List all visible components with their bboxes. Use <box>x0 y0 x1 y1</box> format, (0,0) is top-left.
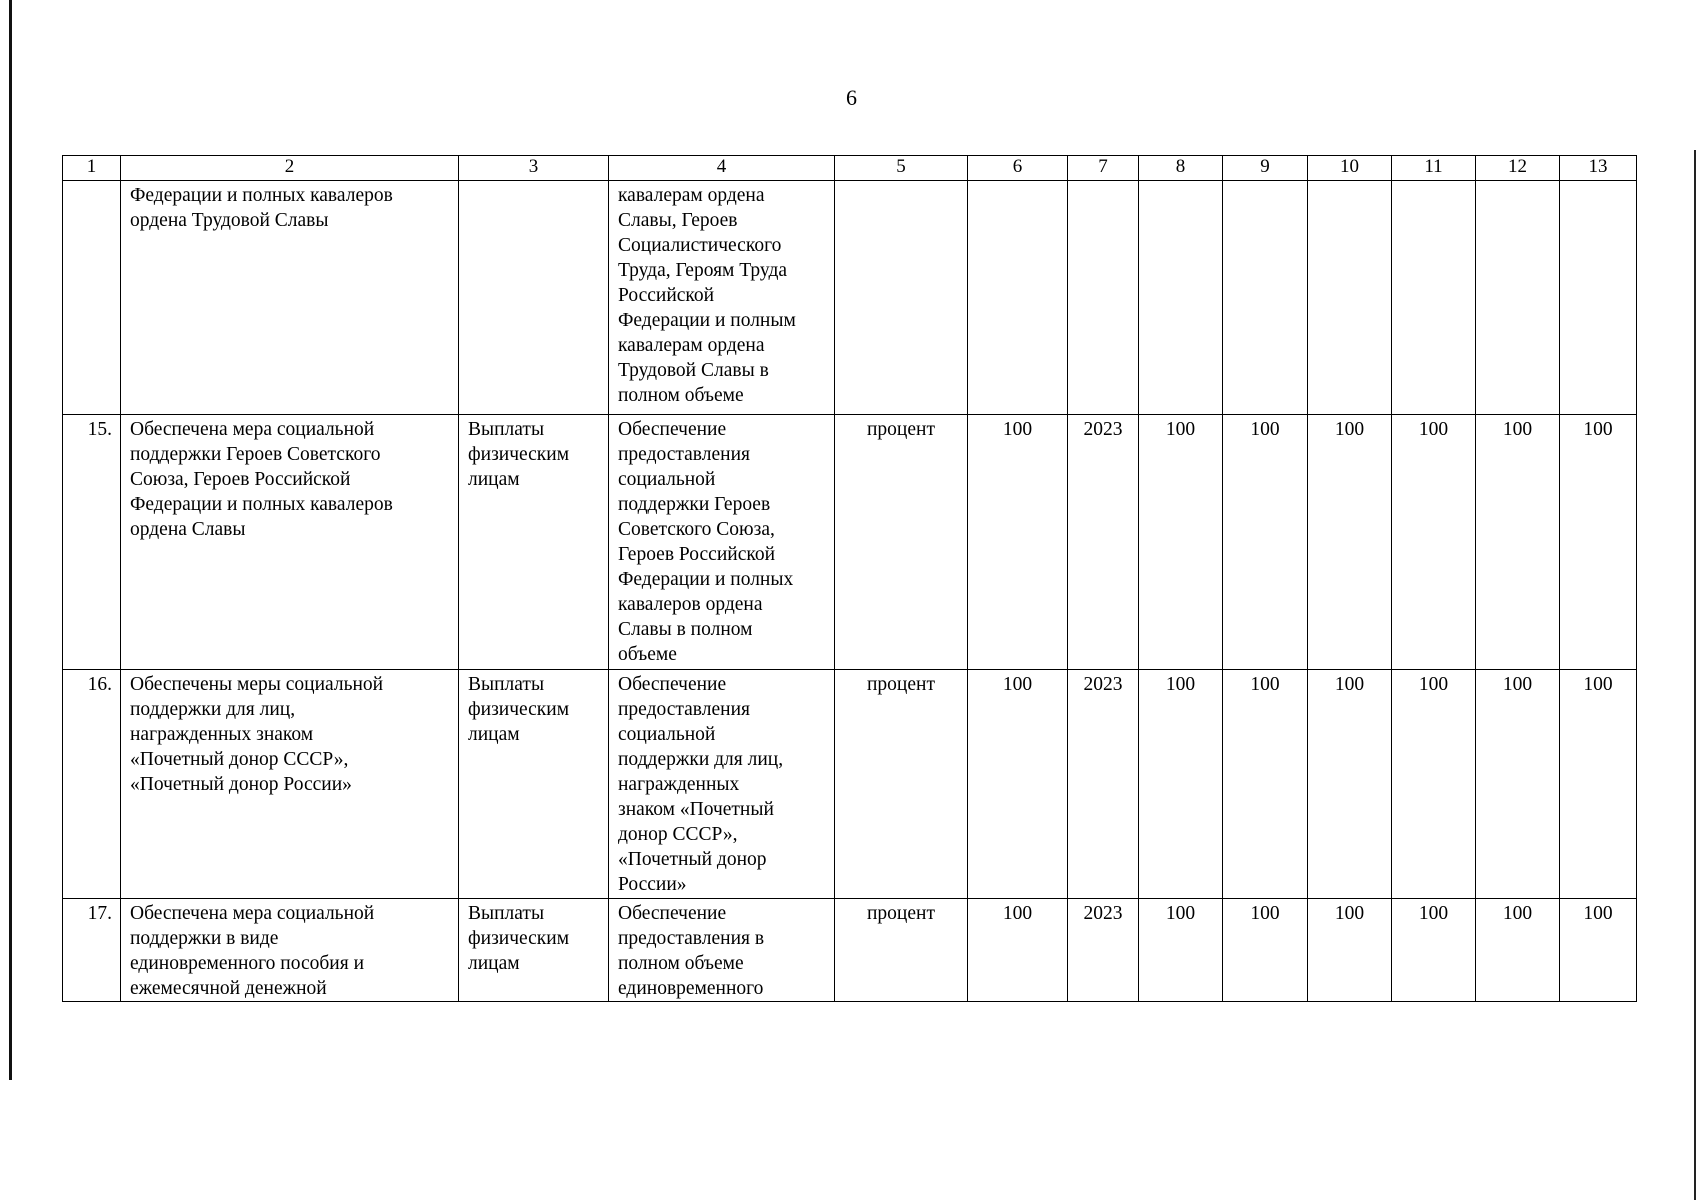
value-col-12: 100 <box>1476 899 1560 1002</box>
column-header: 13 <box>1560 156 1637 181</box>
column-header: 7 <box>1068 156 1139 181</box>
base-value: 100 <box>968 415 1068 670</box>
result-name: Обеспечена мера социальной поддержки Героев Советского Союза, Героев Российской Федерации и полных кавалеров ордена Славы <box>121 415 459 670</box>
value-col-10 <box>1308 181 1392 415</box>
unit: процент <box>835 899 968 1002</box>
row-number: 16. <box>63 670 121 899</box>
value-col-13 <box>1560 181 1637 415</box>
value-col-10: 100 <box>1308 415 1392 670</box>
indicator-name: Обеспечение предоставления в полном объеме единовременного <box>609 899 835 1002</box>
result-type <box>459 181 609 415</box>
column-number-row <box>63 156 1637 181</box>
result-type: Выплаты физическим лицам <box>459 415 609 670</box>
value-col-8: 100 <box>1139 415 1223 670</box>
indicators-table <box>62 155 1637 1002</box>
value-col-10: 100 <box>1308 899 1392 1002</box>
scan-edge-right <box>1694 150 1696 1200</box>
column-header: 8 <box>1139 156 1223 181</box>
base-year: 2023 <box>1068 415 1139 670</box>
value-col-12: 100 <box>1476 415 1560 670</box>
page-number: 6 <box>846 85 857 110</box>
value-col-12: 100 <box>1476 670 1560 899</box>
column-header: 5 <box>835 156 968 181</box>
column-header: 3 <box>459 156 609 181</box>
result-type: Выплаты физическим лицам <box>459 899 609 1002</box>
row-number: 15. <box>63 415 121 670</box>
column-header: 12 <box>1476 156 1560 181</box>
value-col-11 <box>1392 181 1476 415</box>
column-header: 2 <box>121 156 459 181</box>
column-header: 1 <box>63 156 121 181</box>
unit: процент <box>835 670 968 899</box>
base-year <box>1068 181 1139 415</box>
value-col-13: 100 <box>1560 670 1637 899</box>
table-row <box>63 415 1637 670</box>
value-col-9: 100 <box>1223 670 1308 899</box>
base-value: 100 <box>968 670 1068 899</box>
result-name: Обеспечена мера социальной поддержки в виде единовременного пособия и ежемесячной денежной <box>121 899 459 1002</box>
value-col-12 <box>1476 181 1560 415</box>
indicator-name: Обеспечение предоставления социальной поддержки Героев Советского Союза, Героев Российской Федерации и полных кавалеров ордена Славы в полном объеме <box>609 415 835 670</box>
column-header: 9 <box>1223 156 1308 181</box>
indicator-name: Обеспечение предоставления социальной поддержки для лиц, награжденных знаком «Почетный донор СССР», «Почетный донор России» <box>609 670 835 899</box>
value-col-9: 100 <box>1223 415 1308 670</box>
scan-edge-left <box>9 0 12 1080</box>
row-number: 17. <box>63 899 121 1002</box>
value-col-11: 100 <box>1392 415 1476 670</box>
table-row <box>63 670 1637 899</box>
value-col-8 <box>1139 181 1223 415</box>
value-col-9: 100 <box>1223 899 1308 1002</box>
base-year: 2023 <box>1068 899 1139 1002</box>
row-number <box>63 181 121 415</box>
table-row <box>63 899 1637 1002</box>
value-col-8: 100 <box>1139 899 1223 1002</box>
value-col-9 <box>1223 181 1308 415</box>
result-name: Обеспечены меры социальной поддержки для лиц, награжденных знаком «Почетный донор СССР», «Почетный донор России» <box>121 670 459 899</box>
unit <box>835 181 968 415</box>
base-year: 2023 <box>1068 670 1139 899</box>
table-row <box>63 181 1637 415</box>
base-value: 100 <box>968 899 1068 1002</box>
column-header: 4 <box>609 156 835 181</box>
column-header: 10 <box>1308 156 1392 181</box>
base-value <box>968 181 1068 415</box>
unit: процент <box>835 415 968 670</box>
result-type: Выплаты физическим лицам <box>459 670 609 899</box>
value-col-8: 100 <box>1139 670 1223 899</box>
value-col-11: 100 <box>1392 670 1476 899</box>
value-col-13: 100 <box>1560 899 1637 1002</box>
value-col-11: 100 <box>1392 899 1476 1002</box>
column-header: 6 <box>968 156 1068 181</box>
value-col-10: 100 <box>1308 670 1392 899</box>
value-col-13: 100 <box>1560 415 1637 670</box>
result-name: Федерации и полных кавалеров ордена Трудовой Славы <box>121 181 459 415</box>
column-header: 11 <box>1392 156 1476 181</box>
indicator-name: кавалерам ордена Славы, Героев Социалистического Труда, Героям Труда Российской Федерации и полным кавалерам ордена Трудовой Славы в полном объеме <box>609 181 835 415</box>
